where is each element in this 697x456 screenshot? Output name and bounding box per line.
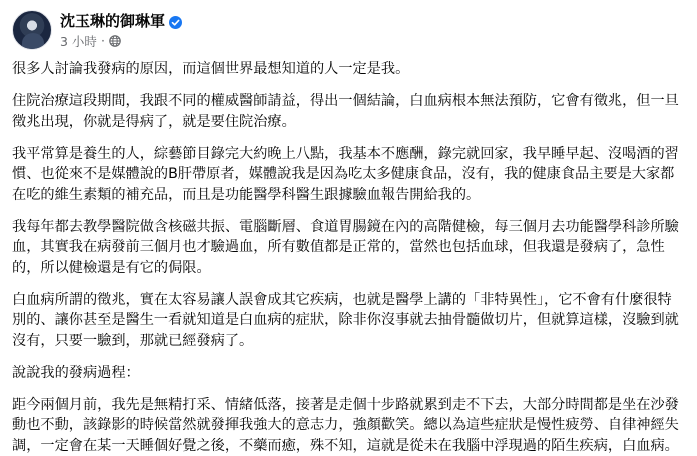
post-paragraph: 白血病所謂的徵兆，實在太容易讓人誤會成其它疾病，也就是醫學上講的「非特異性」，它不會有什麼很特別的、讓你甚至是醫生一看就知道是白血病的症狀，除非你沒事就去抽骨髓做切片，但就算這樣，沒驗到就沒有，只要一驗到，那就已經發病了。 bbox=[12, 290, 685, 352]
post-paragraph: 說說我的發病過程： bbox=[12, 363, 685, 384]
post-header bbox=[12, 10, 685, 50]
post-body bbox=[12, 59, 685, 456]
globe-icon[interactable] bbox=[109, 35, 121, 47]
author-row bbox=[60, 11, 182, 31]
post-paragraph: 距今兩個月前，我先是無精打采、情緒低落，接著是走個十步路就累到走不下去，大部分時間都是坐在沙發動也不動，該錄影的時候當然就發揮我強大的意志力，強顏歡笑。總以為這些症狀是慢性疲勞、自律神經失調，一定會在某一天睡個好覺之後，不藥而癒，殊不知，這就是從未在我腦中浮現過的陌生疾病，白血病。 bbox=[12, 395, 685, 456]
post-paragraph: 住院治療這段期間，我跟不同的權威醫師請益，得出一個結論，白血病根本無法預防，它會有徵兆，但一旦徵兆出現，你就是得病了，就是要住院治療。 bbox=[12, 91, 685, 132]
post-paragraph: 我每年都去教學醫院做含核磁共振、電腦斷層、食道胃腸鏡在內的高階健檢，每三個月去功能醫學科診所驗血，其實我在病發前三個月也才驗過血，所有數值都是正常的，當然也包括血球，但我還是發病了，急性的，所以健檢還是有它的侷限。 bbox=[12, 217, 685, 279]
author-avatar[interactable] bbox=[12, 10, 52, 50]
post-paragraph: 我平常算是養生的人，綜藝節目錄完大約晚上八點，我基本不應酬，錄完就回家，我早睡早起、沒喝酒的習慣、也從來不是媒體說的B肝帶原者，媒體說我是因為吃太多健康食品，沒有，我的健康食品主要是大家都在吃的維生素類的補充品，而且是功能醫學科醫生跟據驗血報告開給我的。 bbox=[12, 144, 685, 206]
author-name[interactable]: 沈玉琳的御琳軍 bbox=[60, 11, 165, 31]
post-meta bbox=[60, 11, 182, 50]
post-subtitle bbox=[60, 32, 182, 50]
post-paragraph: 很多人討論我發病的原因，而這個世界最想知道的人一定是我。 bbox=[12, 59, 685, 80]
post-timestamp[interactable]: 3 小時 bbox=[60, 32, 97, 50]
verified-badge-icon bbox=[169, 14, 182, 27]
separator-dot: · bbox=[101, 33, 105, 48]
